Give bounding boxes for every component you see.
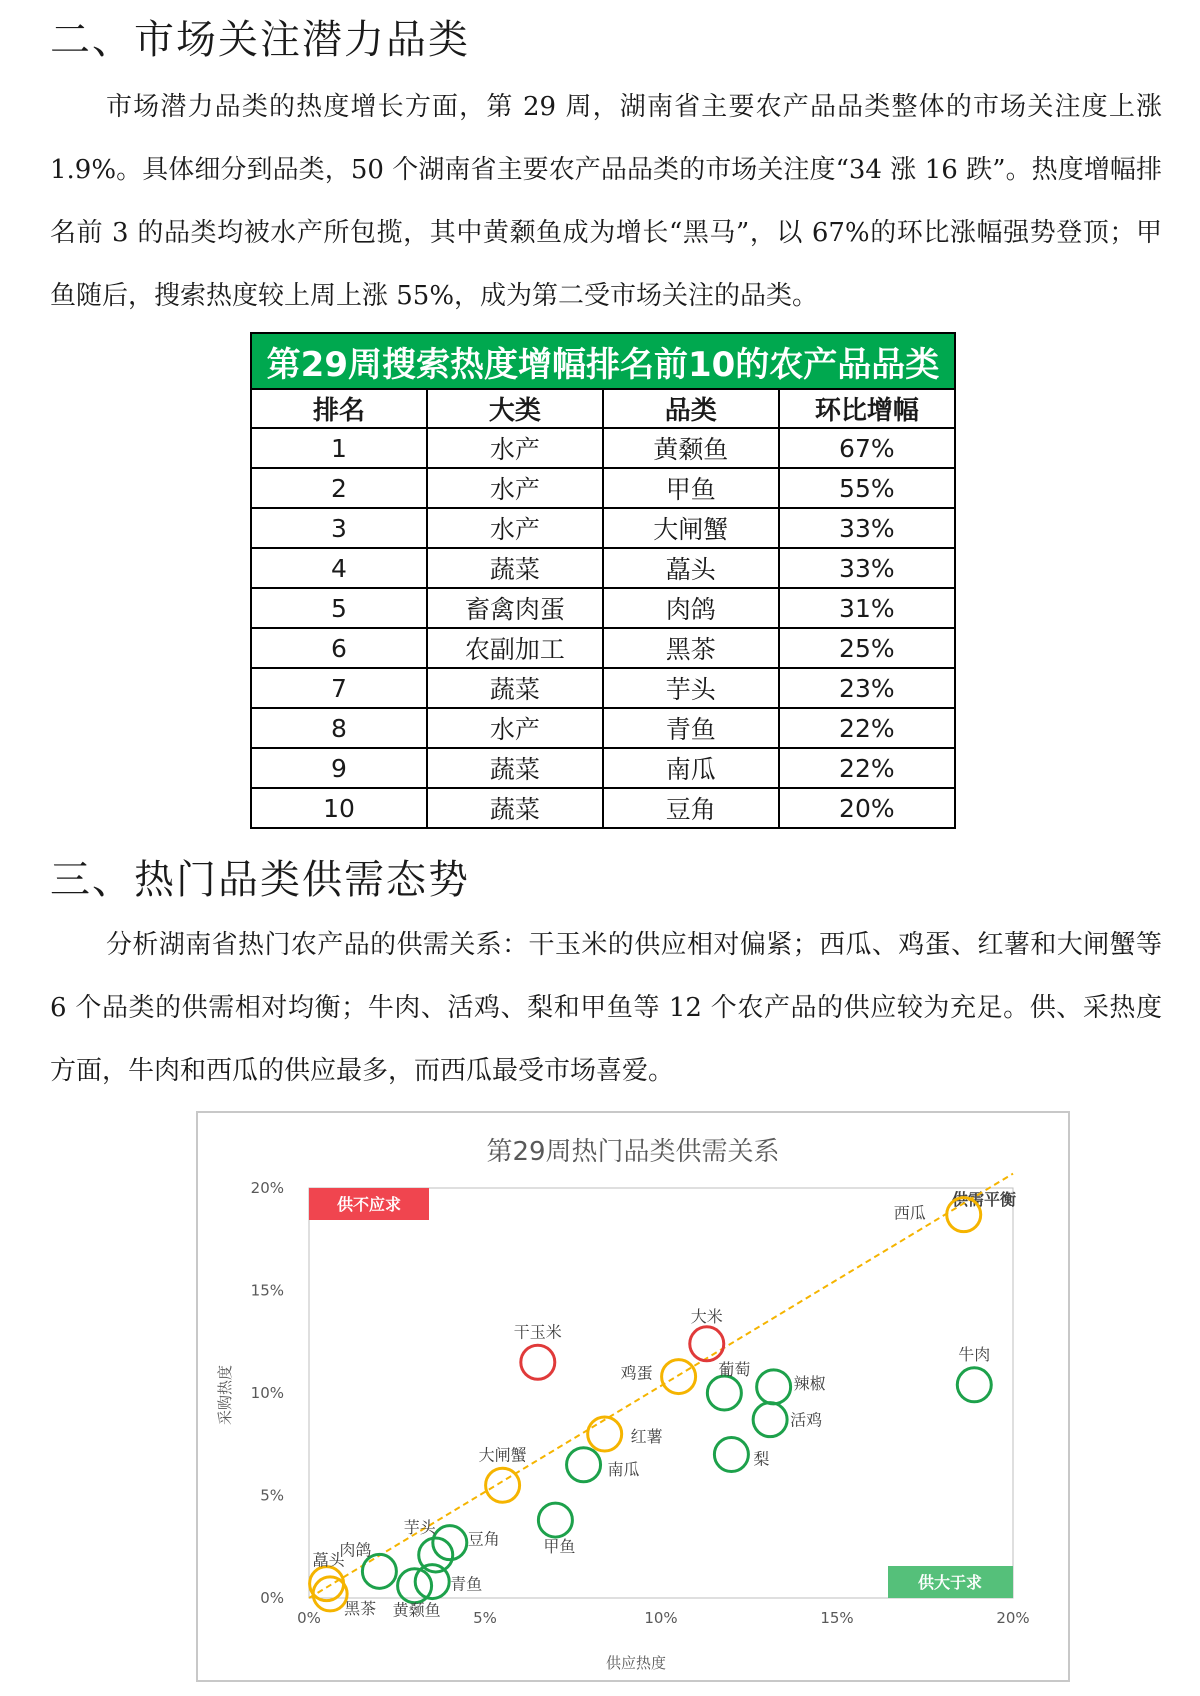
undersupply-label: 供不应求: [336, 1195, 402, 1214]
x-tick-label: 10%: [644, 1609, 678, 1627]
cell-rank: 8: [251, 708, 427, 748]
cell-rank: 7: [251, 668, 427, 708]
section-paragraph-market-potential: 市场潜力品类的热度增长方面，第 29 周，湖南省主要农产品品类整体的市场关注度上涨 1.9%。具体细分到品类，50 个湖南省主要农产品品类的市场关注度“34 涨 16 跌”。热度增幅排名前 3 的品类均被水产所包揽，其中黄颡鱼成为增长“黑马”，以 67%的环比涨幅强势登顶；甲鱼随后，搜索热度较上周上涨 55%，成为第二受市场关注的品类。: [50, 92, 1162, 311]
scatter-point: [957, 1368, 991, 1402]
table-header-growth: 环比增幅: [779, 389, 955, 428]
table-row: [251, 428, 955, 468]
cell-product: 青鱼: [603, 708, 779, 748]
x-tick-label: 20%: [996, 1609, 1030, 1627]
point-label: 藠头: [312, 1550, 345, 1570]
supply-demand-chart: [196, 1111, 1070, 1682]
x-tick-label: 5%: [473, 1609, 497, 1627]
scatter-point: [362, 1554, 396, 1588]
point-label: 大闸蟹: [478, 1445, 527, 1465]
table-row: [251, 468, 955, 508]
table-row: [251, 668, 955, 708]
scatter-point: [538, 1503, 572, 1537]
point-label: 西瓜: [893, 1203, 926, 1223]
scatter-point: [757, 1370, 791, 1404]
y-tick-label: 15%: [250, 1281, 284, 1300]
x-tick-label: 15%: [820, 1609, 854, 1627]
cell-rank: 1: [251, 428, 427, 468]
cell-rank: 5: [251, 588, 427, 628]
scatter-point: [567, 1448, 601, 1482]
scatter-point: [486, 1468, 520, 1502]
section-paragraph-supply-demand: 分析湖南省热门农产品的供需关系：干玉米的供应相对偏紧；西瓜、鸡蛋、红薯和大闸蟹等 6 个品类的供需相对均衡；牛肉、活鸡、梨和甲鱼等 12 个农产品的供应较为充足。供、采热度方面，牛肉和西瓜的供应最多，而西瓜最受市场喜爱。: [50, 930, 1162, 1086]
x-tick-label: 0%: [297, 1609, 321, 1627]
point-label: 葡萄: [718, 1360, 751, 1379]
point-label: 豆角: [467, 1529, 500, 1549]
cell-product: 芋头: [603, 668, 779, 708]
point-label: 南瓜: [607, 1459, 640, 1479]
cell-rank: 2: [251, 468, 427, 508]
scatter-point: [714, 1438, 748, 1472]
table-row: [251, 588, 955, 628]
cell-rank: 3: [251, 508, 427, 548]
table-row: [251, 788, 955, 828]
point-label: 红薯: [630, 1427, 663, 1446]
cell-rank: 10: [251, 788, 427, 828]
cell-product: 豆角: [603, 788, 779, 828]
scatter-point: [707, 1376, 741, 1410]
table-header-row: [251, 389, 955, 428]
cell-growth: 33%: [779, 508, 955, 548]
y-tick-label: 10%: [250, 1384, 284, 1402]
cell-category: 水产: [427, 508, 603, 548]
table-row: [251, 508, 955, 548]
scatter-point: [433, 1526, 467, 1560]
y-tick-label: 20%: [250, 1179, 284, 1197]
section-heading-market-potential: 二、市场关注潜力品类: [50, 17, 470, 63]
table-header-category: 大类: [427, 389, 603, 428]
cell-product: 肉鸽: [603, 588, 779, 628]
y-axis-title: 采购热度: [216, 1364, 234, 1426]
cell-product: 大闸蟹: [603, 508, 779, 548]
chart-title: 第29周热门品类供需关系: [486, 1137, 780, 1167]
cell-product: 黄颡鱼: [603, 428, 779, 468]
table-row: [251, 628, 955, 668]
cell-growth: 22%: [779, 748, 955, 788]
point-label: 青鱼: [450, 1574, 483, 1594]
cell-product: 南瓜: [603, 748, 779, 788]
point-label: 干玉米: [513, 1322, 562, 1342]
cell-category: 水产: [427, 708, 603, 748]
cell-growth: 33%: [779, 548, 955, 588]
point-label: 黑茶: [344, 1598, 377, 1618]
y-tick-label: 5%: [260, 1486, 284, 1505]
table-caption: 第29周搜索热度增幅排名前10的农产品品类: [251, 333, 955, 389]
cell-category: 农副加工: [427, 628, 603, 668]
cell-category: 畜禽肉蛋: [427, 588, 603, 628]
cell-growth: 31%: [779, 588, 955, 628]
chart-svg: [198, 1113, 1068, 1680]
top10-growth-table: [250, 332, 956, 829]
cell-growth: 22%: [779, 708, 955, 748]
point-label: 甲鱼: [543, 1537, 576, 1557]
scatter-point: [521, 1345, 555, 1379]
cell-growth: 20%: [779, 788, 955, 828]
oversupply-label: 供大于求: [917, 1573, 983, 1592]
cell-category: 蔬菜: [427, 548, 603, 588]
point-label: 活鸡: [790, 1410, 823, 1430]
table-row: [251, 548, 955, 588]
cell-rank: 4: [251, 548, 427, 588]
point-label: 辣椒: [793, 1373, 826, 1393]
scatter-point: [313, 1577, 347, 1611]
scatter-point: [662, 1360, 696, 1394]
cell-growth: 67%: [779, 428, 955, 468]
table-header-product: 品类: [603, 389, 779, 428]
cell-growth: 55%: [779, 468, 955, 508]
point-label: 鸡蛋: [620, 1363, 653, 1383]
scatter-point: [690, 1327, 724, 1361]
point-label: 牛肉: [958, 1344, 991, 1364]
cell-rank: 6: [251, 628, 427, 668]
cell-product: 黑茶: [603, 628, 779, 668]
cell-growth: 25%: [779, 628, 955, 668]
cell-category: 水产: [427, 428, 603, 468]
table-row: [251, 708, 955, 748]
cell-category: 蔬菜: [427, 668, 603, 708]
cell-category: 蔬菜: [427, 748, 603, 788]
cell-growth: 23%: [779, 668, 955, 708]
cell-product: 甲鱼: [603, 468, 779, 508]
section-heading-supply-demand: 三、热门品类供需态势: [50, 857, 470, 903]
y-tick-label: 0%: [260, 1589, 284, 1607]
x-axis-title: 供应热度: [605, 1654, 667, 1672]
balance-line-label: 供需平衡: [951, 1190, 1017, 1209]
point-label: 黄颡鱼: [392, 1600, 441, 1620]
cell-rank: 9: [251, 748, 427, 788]
scatter-point: [588, 1417, 622, 1451]
table-row: [251, 748, 955, 788]
point-label: 肉鸽: [339, 1540, 372, 1560]
table-header-rank: 排名: [251, 389, 427, 428]
point-label: 芋头: [403, 1517, 436, 1537]
cell-product: 藠头: [603, 548, 779, 588]
cell-category: 蔬菜: [427, 788, 603, 828]
scatter-point: [753, 1403, 787, 1437]
point-label: 大米: [690, 1306, 723, 1326]
cell-category: 水产: [427, 468, 603, 508]
point-label: 梨: [753, 1449, 770, 1469]
